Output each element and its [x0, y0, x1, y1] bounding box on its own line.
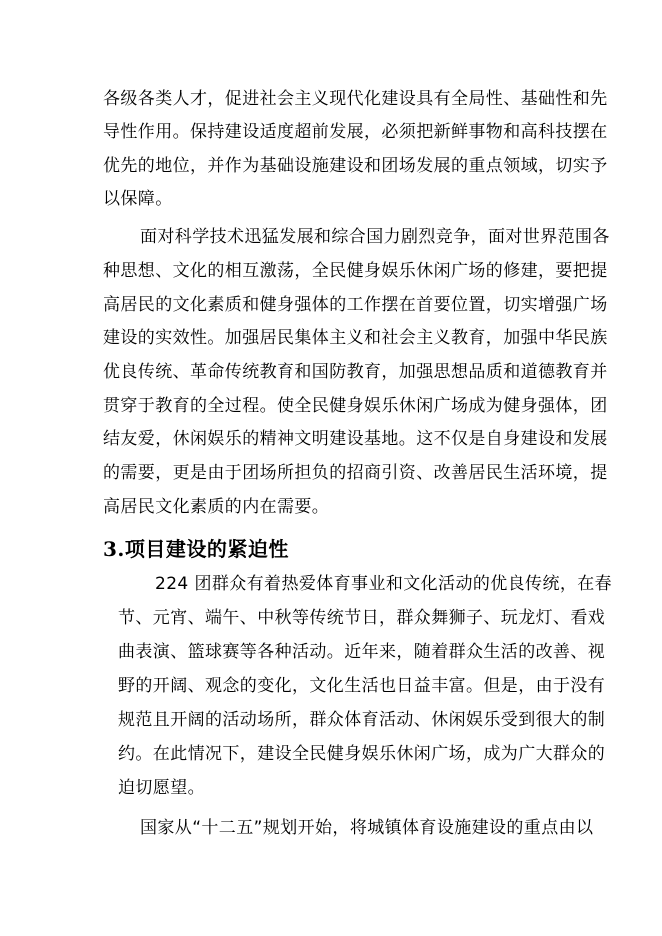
paragraph-3-line-6: 约。在此情况下，建设全民健身娱乐休闲广场，成为广大群众的	[118, 744, 606, 764]
paragraph-1-line-4: 以保障。	[103, 189, 173, 209]
paragraph-3-line-7: 迫切愿望。	[118, 778, 205, 798]
paragraph-1-line-3: 优先的地位，并作为基础设施建设和团场发展的重点领域，切实予	[103, 156, 608, 176]
paragraph-4-line-1: 国家从“十二五”规划开始，将城镇体育设施建设的重点由以	[140, 818, 594, 838]
paragraph-2-line-3: 高居民的文化素质和健身强体的工作摆在首要位置，切实增强广场	[103, 295, 608, 315]
paragraph-3-line-1: 224 团群众有着热爱体育事业和文化活动的优良传统，在春	[155, 574, 613, 594]
paragraph-2-line-8: 的需要，更是由于团场所担负的招商引资、改善居民生活环境，提	[103, 463, 608, 483]
paragraph-3-line-2: 节、元宵、端午、中秋等传统节日，群众舞狮子、玩龙灯、看戏	[118, 608, 606, 628]
paragraph-3-line-4: 野的开阔、观念的变化，文化生活也日益丰富。但是，由于没有	[118, 676, 606, 696]
paragraph-2-line-5: 优良传统、革命传统教育和国防教育，加强思想品质和道德教育并	[103, 362, 608, 382]
paragraph-3-line-3: 曲表演、篮球赛等各种活动。近年来，随着群众生活的改善、视	[118, 642, 606, 662]
paragraph-2-line-7: 结友爱，休闲娱乐的精神文明建设基地。这不仅是自身建设和发展	[103, 429, 608, 449]
paragraph-2-line-4: 建设的实效性。加强居民集体主义和社会主义教育，加强中华民族	[103, 328, 608, 348]
section-heading: 3.项目建设的紧迫性	[103, 537, 289, 561]
paragraph-2-line-1: 面对科学技术迅猛发展和综合国力剧烈竞争，面对世界范围各	[140, 227, 610, 247]
paragraph-2-line-9: 高居民文化素质的内在需要。	[103, 497, 330, 517]
paragraph-1-line-2: 导性作用。保持建设适度超前发展，必须把新鲜事物和高科技摆在	[103, 122, 608, 142]
paragraph-1-line-1: 各级各类人才，促进社会主义现代化建设具有全局性、基础性和先	[103, 89, 608, 109]
paragraph-2-line-2: 种思想、文化的相互激荡，全民健身娱乐休闲广场的修建，要把提	[103, 261, 608, 281]
paragraph-3-line-5: 规范且开阔的活动场所，群众体育活动、休闲娱乐受到很大的制	[118, 710, 606, 730]
paragraph-2-line-6: 贯穿于教育的全过程。使全民健身娱乐休闲广场成为健身强体，团	[103, 396, 608, 416]
